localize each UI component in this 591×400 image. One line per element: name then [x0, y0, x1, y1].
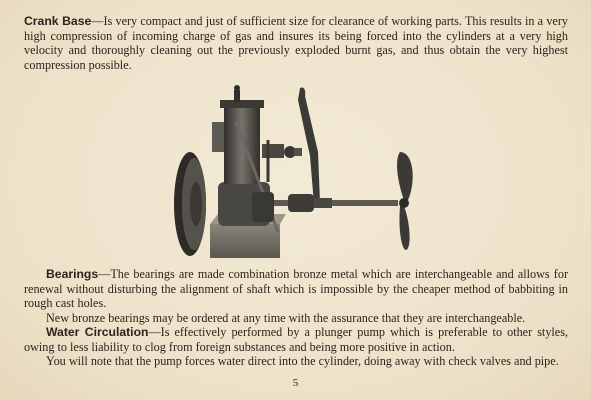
- bearings-heading: Bearings: [46, 267, 99, 281]
- page-number: 5: [292, 377, 299, 389]
- new-bronze-text: New bronze bearings may be ordered at any time with the assurance that they are interchangeable.: [46, 311, 526, 325]
- new-bronze-paragraph: [24, 311, 568, 326]
- bearings-paragraph: [24, 267, 568, 311]
- pump-note-text: You will note that the pump forces water direct into the cylinder, doing away with check valves and pipe.: [46, 354, 559, 368]
- water-circulation-text: —Is effectively performed by a plunger pump which is preferable to other styles, owing to less liability to clog from foreign substances and being more positive in action.: [24, 325, 569, 354]
- marine-engine-illustration: [168, 82, 428, 260]
- bearings-text: —The bearings are made combination bronze metal which are interchangeable and allows for renewal without disturbing the alignment of shaft which is impossible by the cheaper method of babbiting in rough cast holes.: [24, 267, 568, 311]
- crank-base-paragraph: [24, 14, 568, 72]
- crank-base-text: —Is very compact and just of sufficient size for clearance of working parts. This results in a very high compression of incoming charge of gas and insures its being forced into the cylinders at a very high velocity and thoroughly cleaning out the previously exploded burnt gas, and thus obtain the very highest compression possible.: [24, 14, 568, 72]
- water-circulation-paragraph: [24, 325, 568, 354]
- water-circulation-heading: Water Circulation: [46, 325, 149, 339]
- pump-note-paragraph: [24, 354, 568, 369]
- crank-base-heading: Crank Base: [24, 14, 92, 28]
